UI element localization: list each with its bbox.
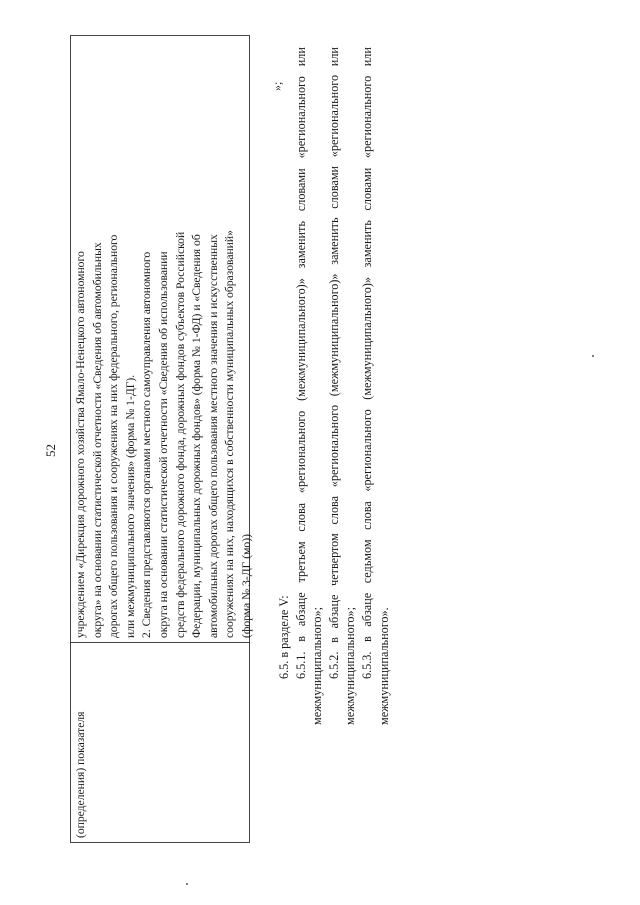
item-continuation: межмуниципального»; — [343, 606, 358, 725]
word: словами — [326, 165, 341, 209]
word: заменить — [293, 221, 308, 269]
table-left-cell — [71, 642, 249, 842]
table-right-line: средств федерального дорожного фонда, дорожных фондов субъектов Российской — [173, 231, 187, 638]
scan-speck — [592, 355, 594, 357]
item-first-line — [293, 47, 310, 725]
closing-quote-mark: »; — [270, 81, 284, 91]
word: в — [359, 636, 374, 642]
word: абзаце — [326, 594, 341, 629]
item-first-line — [359, 47, 376, 725]
amendment-text — [276, 47, 392, 725]
word: «регионального — [326, 74, 341, 158]
item-continuation: межмуниципального»; — [310, 606, 325, 725]
word: заменить — [359, 220, 374, 268]
scan-speck — [186, 883, 188, 885]
word: (межмуниципального)» — [326, 273, 341, 397]
table-right-line: сооружениях на них, находящихся в собственности муниципальных образований» — [223, 230, 237, 638]
word: 6.5.1. — [293, 651, 308, 679]
word: слова — [293, 502, 308, 532]
table-right-line: или межмуниципального значения» (форма № 1-ДГ). — [123, 374, 137, 638]
table-right-line: учреждением «Дирекция дорожного хозяйства Ямало-Ненецкого автономного — [74, 251, 87, 638]
word: словами — [359, 167, 374, 211]
word: «регионального — [293, 410, 308, 494]
word: слова — [326, 495, 341, 525]
word: «регионального — [359, 75, 374, 159]
word: «регионального — [293, 76, 308, 159]
table-right-line: округа на основании статистической отчетности «Сведения об использовании — [156, 251, 170, 638]
word: седьмом — [359, 539, 374, 584]
table-right-line: Федерации, муниципальных дорожных фондов» (форма № 1-ФД) и «Сведения об — [190, 234, 204, 638]
indicator-table — [70, 35, 253, 843]
word: (межмуниципального)» — [359, 277, 374, 400]
word: абзаце — [293, 592, 308, 627]
table-right-line: дорогах общего пользования и сооружениях на них федерального, регионального — [107, 234, 121, 638]
item-first-line — [326, 47, 343, 725]
word: 6.5.2. — [326, 651, 341, 679]
section-heading: 6.5. в разделе V: — [277, 595, 291, 679]
word: «регионального — [326, 404, 341, 488]
word: заменить — [326, 217, 341, 265]
word: 6.5.3. — [359, 651, 374, 679]
page-number: 52 — [43, 444, 58, 457]
word: или — [359, 47, 374, 67]
word: абзаце — [359, 592, 374, 627]
table-left-cell-text: (определения) показателя — [74, 711, 87, 838]
word: или — [293, 47, 308, 67]
word: словами — [293, 168, 308, 212]
table-right-line: автомобильных дорогах общего пользования местного значения и искусственных — [206, 234, 220, 638]
word: «регионального — [359, 409, 374, 492]
word: третьем — [293, 541, 308, 583]
table-right-line: округа» на основании статистической отчетности «Сведения об автомобильных — [90, 242, 104, 638]
table-right-line: (форма № 3-ДГ (мо)) — [239, 534, 253, 638]
word: в — [326, 637, 341, 643]
word: или — [326, 47, 341, 67]
word: (межмуниципального)» — [293, 278, 308, 401]
table-right-cell — [71, 36, 253, 642]
word: слова — [359, 501, 374, 530]
table-right-line: 2. Сведения представляются органами местного самоуправления автономного — [140, 251, 154, 638]
item-continuation: межмуниципального». — [376, 607, 391, 725]
word: четвертом — [326, 533, 341, 586]
word: в — [293, 635, 308, 642]
